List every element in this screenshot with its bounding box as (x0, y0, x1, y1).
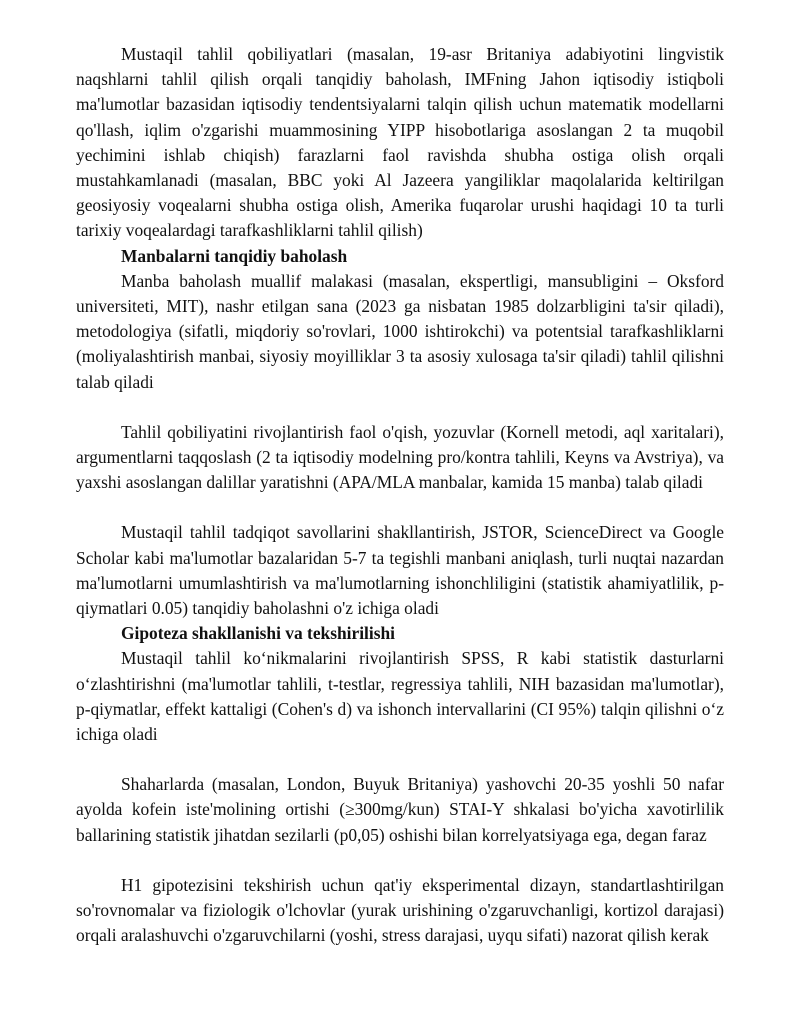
paragraph-hypothesis-testing: H1 gipotezisini tekshirish uchun qat'iy eksperimental dizayn, standartlashtirilgan so'rovnomalar va fiziologik o'lchovlar (yurak urishining o'zgaruvchanligi, kortizol darajasi) orqali aralashuvchi o'zgaruvchilarni (yoshi, stress darajasi, uyqu sifati) nazorat qilish kerak (76, 874, 724, 946)
paragraph-source-evaluation: Manba baholash muallif malakasi (masalan, ekspertligi, mansubligini – Oksford universiteti, MIT), nashr etilgan sana (2023 ga nisbatan 1985 dolzarbligini ta'sir qiladi), metodologiya (sifatli, miqdoriy so'rovlari, 1000 ishtirokchi) va potentsial tarafkashliklarni (moliyalashtirish manbai, siyosiy moyilliklar 3 ta asosiy xulosaga ta'sir qiladi) tahlil qilishni talab qiladi (76, 270, 724, 392)
paragraph-statistical-software: Mustaqil tahlil ko‘nikmalarini rivojlantirish SPSS, R kabi statistik dasturlarni o‘zlashtirishni (ma'lumotlar tahlili, t-testlar, regressiya tahlili, NIH bazasidan ma'lumotlar), p-qiymatlar, effekt kattaligi (Cohen's d) va ishonch intervallarini (CI 95%) talqin qilishni o‘z ichiga oladi (76, 648, 724, 745)
paragraph-analysis-development: Tahlil qobiliyatini rivojlantirish faol o'qish, yozuvlar (Kornell metodi, aql xaritalari), argumentlarni taqqoslash (2 ta iqtisodiy modelning pro/kontra tahlili, Keyns va Avstriya), va yaxshi asoslangan dalillar yaratishni (APA/MLA manbalar, kamida 15 manba) talab qiladi (76, 421, 724, 493)
heading-source-evaluation: Manbalarni tanqidiy baholash (121, 245, 348, 266)
paragraph-research-questions: Mustaqil tahlil tadqiqot savollarini shakllantirish, JSTOR, ScienceDirect va Google Scholar kabi ma'lumotlar bazalaridan 5-7 ta tegishli manbani aniqlash, turli nuqtai nazardan ma'lumotlarni umumlashtirish va ma'lumotlarning ishonchliligini (statistik ahamiyatlilik, p-qiymatlari 0.05) tanqidiy baholashni o'z ichiga oladi (76, 522, 724, 619)
paragraph-hypothesis-statement: Shaharlarda (masalan, London, Buyuk Britaniya) yashovchi 20-35 yoshli 50 nafar ayolda kofein iste'molining ortishi (≥300mg/kun) STAI-Y shkalasi bo'yicha xavotirlilik ballarining statistik jihatdan sezilarli (p0,05) oshishi bilan korrelyatsiyaga ega, degan faraz (76, 774, 724, 845)
paragraph-analytical-skills: Mustaqil tahlil qobiliyatlari (masalan, 19-asr Britaniya adabiyotini lingvistik naqshlarni tahlil qilish orqali tanqidiy baholash, IMFning Jahon iqtisodiy istiqboli ma'lumotlar bazasidan iqtisodiy tendentsiyalarni talqin qilish uchun matematik modellarni qo'llash, iqlim o'zgarishi muammosining YIPP hisobotlariga asoslangan 2 ta muqobil yechimini ishlab chiqish) farazlarni faol ravishda shubha ostiga olish orqali mustahkamlanadi (masalan, BBC yoki Al Jazeera yangiliklar maqolalarida keltirilgan geosiyosiy voqealarni shubha ostiga olish, Amerika fuqarolar urushi haqidagi 10 ta turli tarixiy voqealardagi tarafkashliklarni tahlil qilish) (76, 44, 724, 241)
heading-hypothesis: Gipoteza shakllanishi va tekshirilishi (121, 623, 395, 644)
